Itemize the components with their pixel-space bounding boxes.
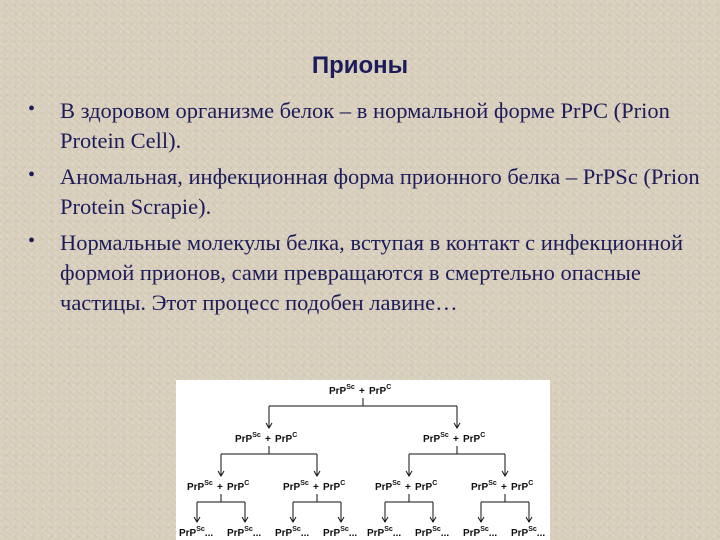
bullet-text: В здоровом организме белок – в нормальной форме PrPC (Prion Protein Cell). (60, 98, 670, 153)
prp-label: PrP$^{Sc}$ (235, 432, 261, 445)
bullet-item (28, 96, 700, 156)
prp-pair (235, 432, 297, 445)
prp-label: PrP$^{Sc}$ (187, 480, 213, 493)
prp-label: PrP$^C$ (511, 480, 534, 493)
prp-label: PrP$^C$ (275, 432, 298, 445)
prp-sc-leaf (415, 526, 449, 539)
plus-sign: + (217, 482, 223, 493)
prp-label: PrP$^C$ (369, 384, 392, 397)
plus-sign: + (313, 482, 319, 493)
cascade-svg (176, 380, 550, 540)
prp-pair (283, 480, 345, 493)
prion-cascade-diagram (176, 380, 550, 540)
bullet-list (28, 96, 700, 324)
prp-sc-leaf (463, 526, 497, 539)
plus-sign: + (359, 386, 365, 397)
bullet-item (28, 228, 700, 318)
prp-label: PrP$^{Sc}$... (275, 526, 310, 539)
plus-sign: + (265, 434, 271, 445)
prp-label: PrP$^{Sc}$ (375, 480, 401, 493)
prp-pair (471, 480, 533, 493)
prp-label: PrP$^{Sc}$... (415, 526, 450, 539)
prp-label: PrP$^C$ (415, 480, 438, 493)
bullet-text: Аномальная, инфекционная форма прионного белка – PrPSc (Prion Protein Scrapie). (60, 164, 700, 219)
plus-sign: + (501, 482, 507, 493)
prp-label: PrP$^{Sc}$ (329, 384, 355, 397)
prp-label: PrP$^C$ (227, 480, 250, 493)
prp-pair (423, 432, 485, 445)
bullet-marker: • (28, 164, 36, 186)
plus-sign: + (405, 482, 411, 493)
prp-sc-leaf (367, 526, 401, 539)
slide-title: Прионы (311, 52, 409, 79)
prp-label: PrP$^{Sc}$ (471, 480, 497, 493)
prp-label: PrP$^{Sc}$... (367, 526, 402, 539)
prp-label: PrP$^{Sc}$ (283, 480, 309, 493)
bullet-item (28, 162, 700, 222)
prp-label: PrP$^{Sc}$... (463, 526, 498, 539)
prp-pair (187, 480, 249, 493)
prp-label: PrP$^{Sc}$ (423, 432, 449, 445)
prp-label: PrP$^{Sc}$... (227, 526, 262, 539)
prp-sc-leaf (227, 526, 261, 539)
bullet-text: Нормальные молекулы белка, вступая в контакт с инфекционной формой прионов, сами превращаются в смертельно опасные частицы. Этот процесс подобен лавине… (60, 230, 684, 315)
prp-label: PrP$^{Sc}$... (179, 526, 214, 539)
prp-pair (375, 480, 437, 493)
prp-sc-leaf (179, 526, 213, 539)
prp-label: PrP$^{Sc}$... (511, 526, 546, 539)
plus-sign: + (453, 434, 459, 445)
prp-sc-leaf (275, 526, 309, 539)
prp-label: PrP$^C$ (323, 480, 346, 493)
prp-label: PrP$^C$ (463, 432, 486, 445)
bullet-marker: • (28, 98, 36, 120)
prp-sc-leaf (323, 526, 357, 539)
prp-label: PrP$^{Sc}$... (323, 526, 358, 539)
prp-sc-leaf (511, 526, 545, 539)
bullet-marker: • (28, 230, 36, 252)
prp-pair (329, 384, 391, 397)
